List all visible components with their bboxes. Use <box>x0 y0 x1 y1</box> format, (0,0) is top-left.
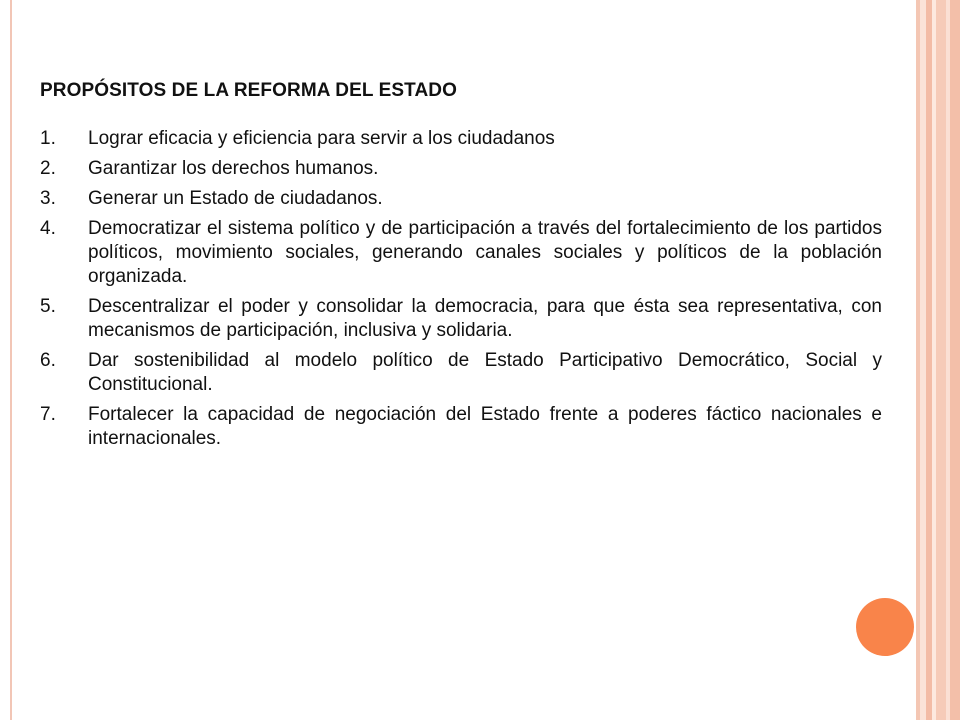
right-stripe <box>936 0 946 720</box>
slide-content <box>40 79 882 457</box>
list-item-text: Democratizar el sistema político y de participación a través del fortalecimiento de los partidos políticos, movimiento sociales, generando canales sociales y políticos de la población organizada. <box>88 218 882 287</box>
list-item <box>40 127 882 151</box>
list-item-text: Dar sostenibilidad al modelo político de Estado Participativo Democrático, Social y Constitucional. <box>88 350 882 395</box>
list-item <box>40 295 882 343</box>
list-item <box>40 187 882 211</box>
list-item-text: Garantizar los derechos humanos. <box>88 158 379 179</box>
list-item <box>40 403 882 451</box>
list-item <box>40 217 882 289</box>
left-border-line <box>10 0 12 720</box>
slide-title: PROPÓSITOS DE LA REFORMA DEL ESTADO <box>40 80 457 101</box>
list-item-number: 1. <box>40 128 56 149</box>
list-item-number: 2. <box>40 158 56 179</box>
list-item-number: 4. <box>40 218 56 239</box>
list-item <box>40 349 882 397</box>
list-item-number: 6. <box>40 350 56 371</box>
list-item-text: Lograr eficacia y eficiencia para servir a los ciudadanos <box>88 128 555 149</box>
list-item-text: Descentralizar el poder y consolidar la democracia, para que ésta sea representativa, con mecanismos de participación, inclusiva y solidaria. <box>88 296 882 341</box>
right-stripe <box>950 0 960 720</box>
list-item-number: 3. <box>40 188 56 209</box>
list-item-text: Generar un Estado de ciudadanos. <box>88 188 383 209</box>
list-item-number: 5. <box>40 296 56 317</box>
purposes-list <box>40 127 882 451</box>
list-item <box>40 157 882 181</box>
decorative-circle-icon <box>856 598 914 656</box>
list-item-text: Fortalecer la capacidad de negociación del Estado frente a poderes fáctico nacionales e internacionales. <box>88 404 882 449</box>
list-item-number: 7. <box>40 404 56 425</box>
